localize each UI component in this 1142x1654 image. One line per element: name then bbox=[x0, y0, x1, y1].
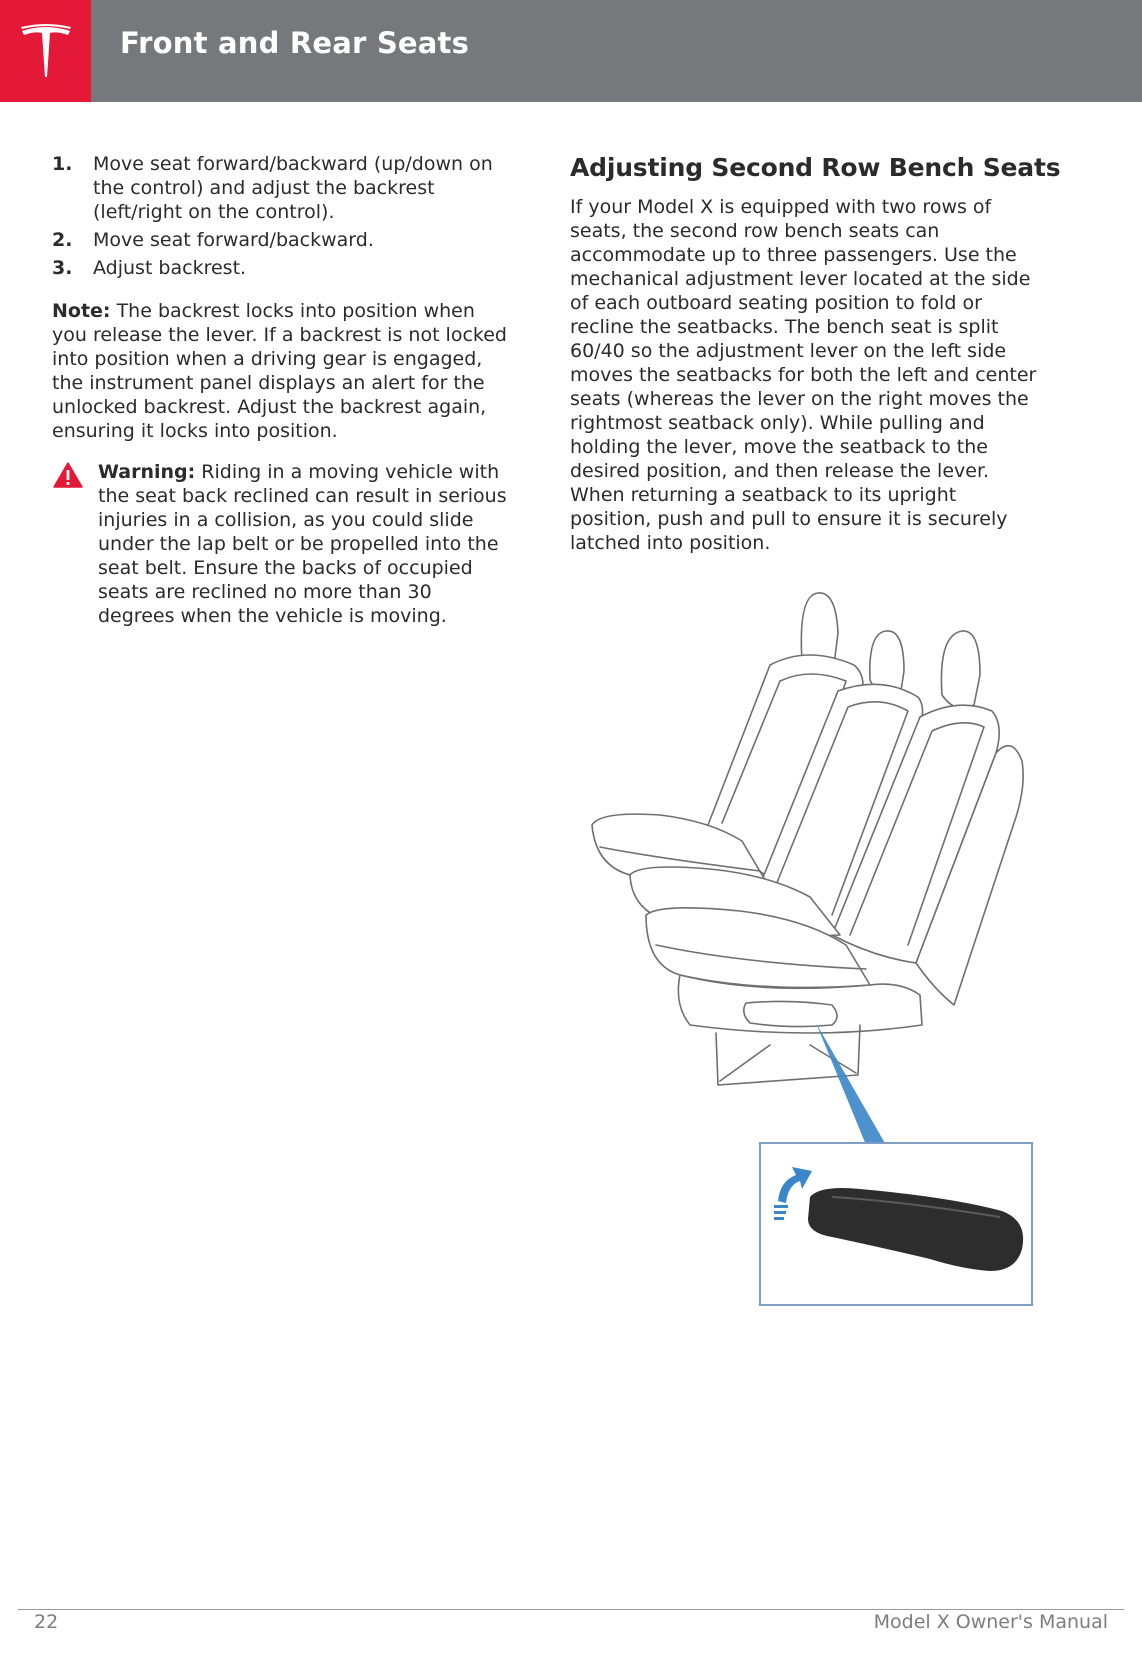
page-header bbox=[0, 0, 1142, 102]
note-label: Note: bbox=[52, 300, 111, 322]
manual-title: Model X Owner's Manual bbox=[873, 1611, 1108, 1633]
step-text: Move seat forward/backward. bbox=[93, 229, 374, 251]
step-text: Move seat forward/backward (up/down on the control) and adjust the backrest (left/right on the control). bbox=[93, 153, 493, 223]
page-number: 22 bbox=[34, 1611, 59, 1633]
warning-label: Warning: bbox=[98, 461, 196, 483]
headrest-right bbox=[941, 631, 980, 708]
note-paragraph bbox=[52, 299, 514, 443]
left-column bbox=[52, 152, 514, 628]
warning-text: Riding in a moving vehicle with the seat back reclined can result in serious injuries in a collision, as you could slide under the lap belt or be propelled into the seat belt. Ensure the backs of occupied seats are reclined no more than 30 degrees when the vehicle is moving. bbox=[98, 461, 507, 627]
step-number: 3. bbox=[52, 257, 73, 279]
footer-divider bbox=[18, 1609, 1124, 1610]
callout-pointer bbox=[816, 1023, 886, 1145]
right-column bbox=[570, 152, 1061, 555]
adjustment-lever bbox=[744, 1001, 837, 1026]
section-body: If your Model X is equipped with two rows of seats, the second row bench seats can accommodate up to three passengers. Use the mechanical adjustment lever located at the side of each outboard seating position to fold or recline the seatbacks. The bench seat is split 60/40 so the adjustment lever on the left side moves the seatbacks for both the left and center seats (whereas the lever on the right moves the rightmost seatback only). While pulling and holding the lever, move the seatback to the desired position, and then release the lever. When returning a seatback to its upright position, push and pull to ensure it is securely latched into position. bbox=[570, 196, 1037, 554]
section-heading: Adjusting Second Row Bench Seats bbox=[570, 153, 1061, 182]
step-item bbox=[52, 152, 514, 224]
step-list bbox=[52, 152, 514, 280]
step-item bbox=[52, 256, 514, 280]
tesla-logo bbox=[0, 0, 91, 102]
second-row-bench-seat-illustration bbox=[570, 585, 1040, 1310]
warning-block bbox=[52, 460, 514, 628]
step-item bbox=[52, 228, 514, 252]
warning-triangle-icon bbox=[53, 462, 83, 488]
step-text: Adjust backrest. bbox=[93, 257, 247, 279]
step-number: 1. bbox=[52, 153, 73, 175]
tesla-t-logo-icon bbox=[17, 22, 75, 80]
step-number: 2. bbox=[52, 229, 73, 251]
page-title: Front and Rear Seats bbox=[120, 26, 470, 60]
warning-paragraph bbox=[98, 460, 514, 628]
note-text: The backrest locks into position when you release the lever. If a backrest is not locked into position when a driving gear is engaged, the instrument panel displays an alert for the unlocked backrest. Adjust the backrest again, ensuring it locks into position. bbox=[52, 300, 507, 442]
